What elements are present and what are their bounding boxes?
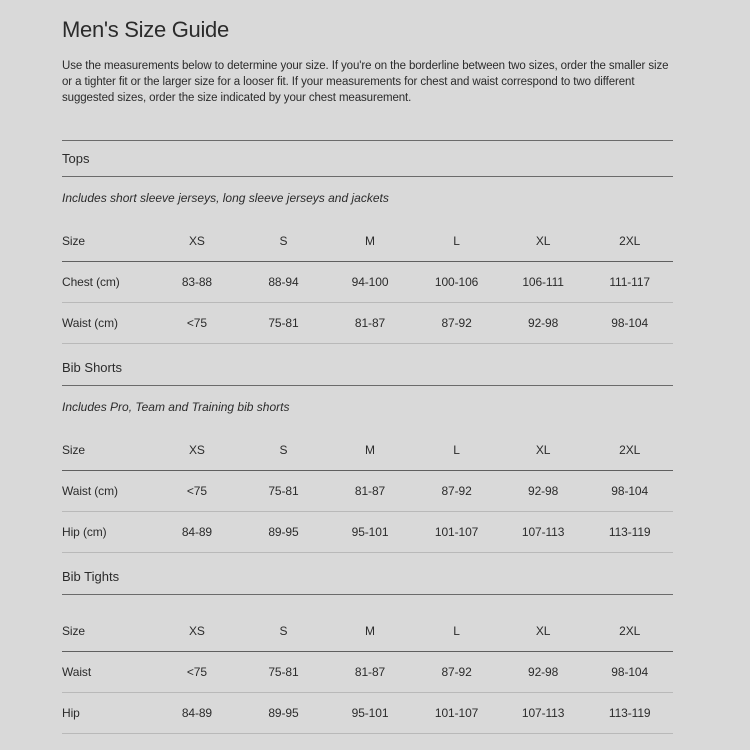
row-label: Hip (cm) [62, 511, 154, 552]
column-header-xl: XL [500, 221, 587, 262]
column-header-s: S [240, 430, 327, 471]
size-cell: 95-101 [327, 511, 414, 552]
size-cell: 101-107 [413, 511, 500, 552]
table-row-hip [62, 511, 673, 552]
intro-text: Use the measurements below to determine your size. If you're on the borderline between two sizes, order the smaller size or a tighter fit or the larger size for a looser fit. If your measurements for chest and waist correspond to two different suggested sizes, order the size indicated by your chest measurement. [62, 60, 669, 105]
size-cell: 98-104 [586, 651, 673, 692]
table-row-waist [62, 470, 673, 511]
column-header-2xl: 2XL [586, 611, 673, 652]
column-header-l: L [413, 430, 500, 471]
size-cell: 107-113 [500, 692, 587, 733]
row-label: Waist (cm) [62, 470, 154, 511]
section-heading-tops: Tops [62, 140, 673, 177]
size-cell: 106-111 [500, 261, 587, 302]
size-table-bib-tights [62, 611, 673, 734]
size-cell: 95-101 [327, 692, 414, 733]
section-heading-bib-shorts: Bib Shorts [62, 350, 673, 386]
column-header-2xl: 2XL [586, 221, 673, 262]
table-row-waist [62, 651, 673, 692]
size-cell: 113-119 [586, 511, 673, 552]
size-cell: 92-98 [500, 302, 587, 343]
size-cell: 100-106 [413, 261, 500, 302]
size-cell: 107-113 [500, 511, 587, 552]
column-header-size: Size [62, 611, 154, 652]
table-header-row [62, 430, 673, 471]
size-cell: 89-95 [240, 692, 327, 733]
size-cell: 88-94 [240, 261, 327, 302]
table-header-row [62, 221, 673, 262]
size-cell: 98-104 [586, 302, 673, 343]
section-bib-tights [62, 559, 673, 734]
size-cell: 75-81 [240, 302, 327, 343]
section-tops [62, 140, 673, 344]
size-cell: 81-87 [327, 470, 414, 511]
column-header-m: M [327, 611, 414, 652]
size-cell: 84-89 [154, 692, 241, 733]
table-header-row [62, 611, 673, 652]
size-table-tops [62, 221, 673, 344]
column-header-2xl: 2XL [586, 430, 673, 471]
size-cell: 89-95 [240, 511, 327, 552]
size-table-bib-shorts [62, 430, 673, 553]
size-cell: 75-81 [240, 470, 327, 511]
size-cell: <75 [154, 470, 241, 511]
size-cell: 81-87 [327, 651, 414, 692]
column-header-s: S [240, 221, 327, 262]
row-label: Chest (cm) [62, 261, 154, 302]
column-header-xs: XS [154, 430, 241, 471]
table-row-waist [62, 302, 673, 343]
size-cell: 94-100 [327, 261, 414, 302]
size-cell: <75 [154, 651, 241, 692]
size-cell: 98-104 [586, 470, 673, 511]
column-header-xs: XS [154, 221, 241, 262]
column-header-size: Size [62, 430, 154, 471]
size-cell: 75-81 [240, 651, 327, 692]
section-heading-bib-tights: Bib Tights [62, 559, 673, 595]
size-cell: 111-117 [586, 261, 673, 302]
column-header-size: Size [62, 221, 154, 262]
table-row-chest [62, 261, 673, 302]
column-header-s: S [240, 611, 327, 652]
section-bib-shorts [62, 350, 673, 553]
size-cell: 101-107 [413, 692, 500, 733]
size-cell: 81-87 [327, 302, 414, 343]
column-header-l: L [413, 611, 500, 652]
column-header-m: M [327, 430, 414, 471]
size-cell: 113-119 [586, 692, 673, 733]
size-cell: 83-88 [154, 261, 241, 302]
size-cell: 87-92 [413, 302, 500, 343]
size-cell: 87-92 [413, 651, 500, 692]
size-cell: 84-89 [154, 511, 241, 552]
column-header-l: L [413, 221, 500, 262]
column-header-m: M [327, 221, 414, 262]
row-label: Hip [62, 692, 154, 733]
size-cell: 92-98 [500, 470, 587, 511]
page-title: Men's Size Guide [62, 17, 229, 42]
row-label: Waist (cm) [62, 302, 154, 343]
column-header-xl: XL [500, 611, 587, 652]
column-header-xl: XL [500, 430, 587, 471]
size-cell: 92-98 [500, 651, 587, 692]
size-cell: 87-92 [413, 470, 500, 511]
row-label: Waist [62, 651, 154, 692]
size-cell: <75 [154, 302, 241, 343]
column-header-xs: XS [154, 611, 241, 652]
table-row-hip [62, 692, 673, 733]
section-note-bib-shorts: Includes Pro, Team and Training bib shorts [62, 399, 290, 414]
section-note-tops: Includes short sleeve jerseys, long sleeve jerseys and jackets [62, 190, 389, 205]
